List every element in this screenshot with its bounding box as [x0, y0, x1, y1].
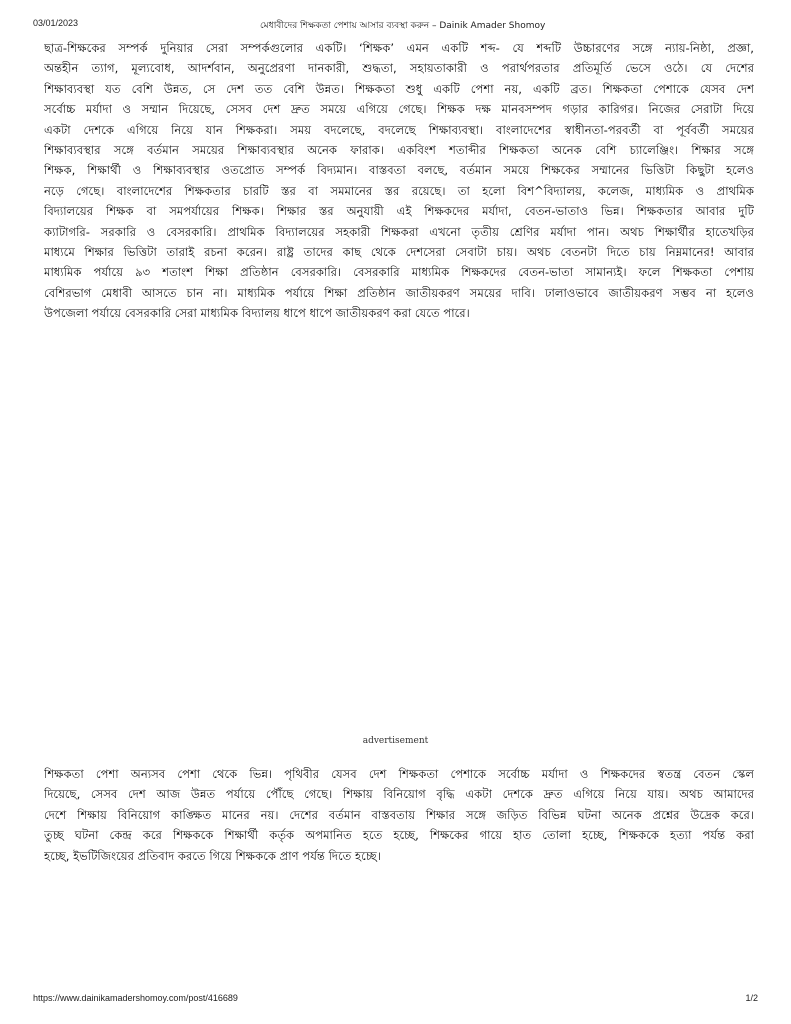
paragraph-line: শিক্ষাব্যবস্থার সঙ্গে বর্তমান সময়ের শিক্ষাব্যবস্থার অনেক ফারাক। একবিংশ শতাব্দীর শিক্ষকতা অনেক বেশি চ্যালেঞ্জিং। শিক্ষার সঙ্গে: [44, 142, 754, 157]
paragraph-line: শিক্ষাব্যবস্থা যত বেশি উন্নত, সে দেশ তত বেশি উন্নত। শিক্ষকতা শুধু একটি পেশা নয়, একটি ব্রত। শিক্ষকতা পেশাকে যেসব দেশ: [44, 81, 754, 96]
paragraph-line: শিক্ষকতা পেশা অন্যসব পেশা থেকে ভিন্ন। পৃথিবীর যেসব দেশ শিক্ষকতা পেশাকে সর্বোচ্চ মর্যাদা ও শিক্ষকদের স্বতন্ত্র বেতন স্কেল: [44, 767, 754, 781]
advertisement-label: advertisement: [362, 736, 429, 746]
paragraph-line: সর্বোচ্চ মর্যাদা ও সম্মান দিয়েছে, সেসব দেশ দ্রুত সময়ে এগিয়ে গেছে। শিক্ষক দক্ষ মানবসম্পদ গড়ার কারিগর। নিজের সেরাটা দিয়ে: [44, 102, 754, 117]
paragraph-line: বেশিরভাগ মেধাবী আসতে চান না। মাধ্যমিক পর্যায়ে শিক্ষা প্রতিষ্ঠান জাতীয়করণ সময়ের দাবি। ঢালাওভাবে জাতীয়করণ সম্ভব না হলেও: [44, 285, 754, 300]
article-paragraph-1: [44, 38, 754, 323]
paragraph-line: বিদ্যালয়ের শিক্ষক বা সমপর্যায়ের শিক্ষক। শিক্ষার স্তর অনুযায়ী এই শিক্ষকদের মর্যাদা, বেতন-ভাতাও ভিন্ন। শিক্ষকতার আবার দুটি: [44, 204, 754, 219]
paragraph-line: মাধ্যমে শিক্ষার ভিত্তিটা তারাই রচনা করেন। রাষ্ট্র তাদের কাছ থেকে দেশসেরা সেবাটা চায়। অথচ বেতনটা দিতে চায় নিম্নমানের! আবার: [44, 244, 754, 259]
print-date: 03/01/2023: [33, 18, 79, 28]
paragraph-line: তুচ্ছ ঘটনা কেন্দ্র করে শিক্ষককে শিক্ষার্থী কর্তৃক অপমানিত হতে হচ্ছে, শিক্ষকের গায়ে হাত তোলা হচ্ছে, শিক্ষককে হত্যা পর্যন্ত করা: [44, 828, 754, 843]
page-title: মেধাবীদের শিক্ষকতা পেশায় আসার ব্যবস্থা করুন – Dainik Amader Shomoy: [260, 21, 546, 31]
paragraph-line: ক্যাটাগরি- সরকারি ও বেসরকারি। প্রাথমিক বিদ্যালয়ের সহকারী শিক্ষকরা এখনো তৃতীয় শ্রেণির মর্যাদা পান। অথচ শিক্ষার্থীর হাতেখড়ির: [44, 224, 754, 239]
paragraph-line: মাধ্যমিক পর্যায়ে ৯৩ শতাংশ শিক্ষা প্রতিষ্ঠান বেসরকারি। বেসরকারি মাধ্যমিক শিক্ষকদের বেতন-ভাতা সামান্যই। ফলে শিক্ষকতা পেশায়: [44, 265, 754, 280]
page-url: https://www.dainikamadershomoy.com/post/416689: [33, 993, 238, 1003]
article-paragraph-2: [44, 764, 754, 866]
paragraph-line: দেশে শিক্ষায় বিনিয়োগ কাঙ্ক্ষিত মানের নয়। দেশের বর্তমান বাস্তবতায় শিক্ষার সঙ্গে জড়িত বিভিন্ন ঘটনা অনেক প্রশ্নের উদ্রেক করে।: [44, 807, 754, 822]
paragraph-line: শিক্ষক, শিক্ষার্থী ও শিক্ষাব্যবস্থার ওতপ্রোত সম্পর্ক বিদ্যমান। বাস্তবতা বলছে, বর্তমান সময়ে শিক্ষকের সম্মানের ভিত্তিটা কিছুটা হলেও: [44, 163, 754, 178]
paragraph-line: উপজেলা পর্যায়ে বেসরকারি সেরা মাধ্যমিক বিদ্যালয় ধাপে ধাপে জাতীয়করণ করা যেতে পারে।: [44, 306, 470, 321]
page-number: 1/2: [745, 993, 758, 1003]
paragraph-line: দিয়েছে, সেসব দেশ আজ উন্নত পর্যায়ে পৌঁছে গেছে। শিক্ষায় বিনিয়োগ বৃদ্ধি একটা দেশকে দ্রুত এগিয়ে নিয়ে যায়। অথচ আমাদের: [44, 787, 754, 802]
paragraph-line: একটা দেশকে এগিয়ে নিয়ে যান শিক্ষকরা। সময় বদলেছে, বদলেছে শিক্ষাব্যবস্থা। বাংলাদেশের স্বাধীনতা-পরবর্তী বা পূর্ববর্তী সময়ের: [44, 122, 754, 137]
paragraph-line: ছাত্র-শিক্ষকের সম্পর্ক দুনিয়ার সেরা সম্পর্কগুলোর একটি। ‘শিক্ষক’ এমন একটি শব্দ- যে শব্দটি উচ্চারণের সঙ্গে ন্যায়-নিষ্ঠা, প্রজ্ঞা,: [44, 41, 754, 55]
paragraph-line: অন্তহীন ত্যাগ, মূল্যবোধ, আদর্শবান, অনুপ্রেরণা দানকারী, শুদ্ধতা, সহায়তাকারী ও পরার্থপরতার প্রতিমূর্তি ভেসে ওঠে। যে দেশের: [44, 61, 754, 76]
paragraph-line: নড়ে গেছে। বাংলাদেশের শিক্ষকতার চারটি স্তর বা সমমানের স্তর রয়েছে। তা হলো বিশ^বিদ্যালয়, কলেজ, মাধ্যমিক ও প্রাথমিক: [44, 183, 754, 198]
paragraph-line: হচ্ছে, ইভটিজিংয়ের প্রতিবাদ করতে গিয়ে শিক্ষককে প্রাণ পর্যন্ত দিতে হচ্ছে।: [44, 848, 381, 863]
